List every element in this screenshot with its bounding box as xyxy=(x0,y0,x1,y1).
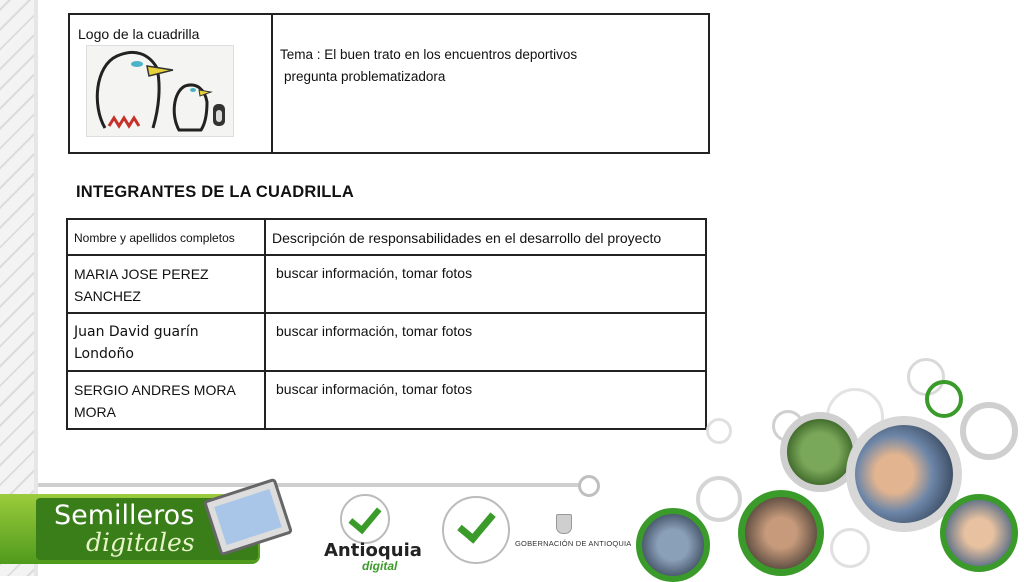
members-table xyxy=(66,218,707,430)
table-header-row xyxy=(67,219,706,255)
section-title: INTEGRANTES DE LA CUADRILLA xyxy=(76,183,354,201)
header-table xyxy=(68,13,710,154)
table-row xyxy=(67,371,706,429)
topic-text: Tema : El buen trato en los encuentros deportivos xyxy=(280,47,578,62)
member-name-cell: SERGIO ANDRES MORA MORA xyxy=(67,371,265,429)
photo-circle xyxy=(738,490,824,576)
gobernacion-seal-icon xyxy=(556,514,572,534)
member-description-cell: buscar información, tomar fotos xyxy=(265,371,706,429)
topic-cell xyxy=(273,15,708,152)
photo-circle xyxy=(940,494,1018,572)
laptop-icon xyxy=(203,478,293,557)
semilleros-digitales-logo xyxy=(0,488,290,570)
logo-cell xyxy=(70,15,273,152)
antioquia-educada-check-icon xyxy=(442,496,510,564)
gobernacion-label: GOBERNACIÓN DE ANTIOQUIA xyxy=(515,539,632,548)
squad-logo-drawing xyxy=(86,45,234,137)
table-row xyxy=(67,255,706,313)
brand-line2: digitales xyxy=(86,528,195,557)
antioquia-check-icon xyxy=(340,494,390,544)
brand-line1: Semilleros xyxy=(54,500,195,531)
table-row xyxy=(67,313,706,371)
member-description-cell: buscar información, tomar fotos xyxy=(265,255,706,313)
header-cell-name: Nombre y apellidos completos xyxy=(67,219,265,255)
footer-divider-end-icon xyxy=(578,475,600,497)
member-name-cell: Juan David guarín Londoño xyxy=(67,313,265,371)
member-name-cell: MARIA JOSE PEREZ SANCHEZ xyxy=(67,255,265,313)
footer-divider xyxy=(38,483,586,487)
header-cell-description: Descripción de responsabilidades en el desarrollo del proyecto xyxy=(265,219,706,255)
problem-question-label: pregunta problematizadora xyxy=(284,69,446,84)
member-description-cell: buscar información, tomar fotos xyxy=(265,313,706,371)
logo-label: Logo de la cuadrilla xyxy=(78,26,200,42)
antioquia-digital-sublabel: digital xyxy=(362,559,398,573)
photo-circle xyxy=(636,508,710,582)
antioquia-digital-logo: Antioquia xyxy=(324,540,422,561)
